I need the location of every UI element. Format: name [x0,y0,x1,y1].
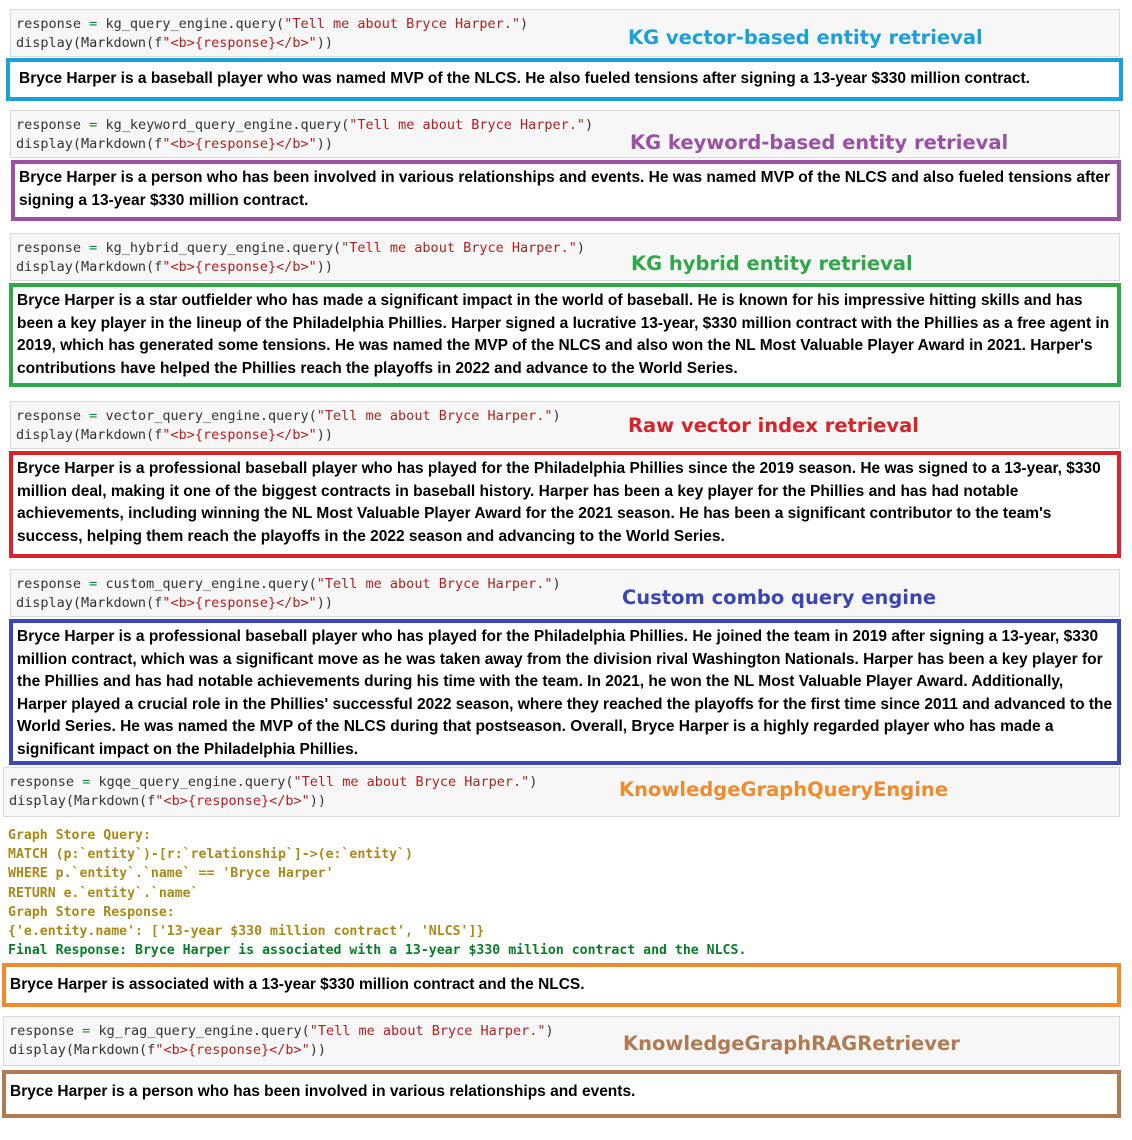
code-call: custom_query_engine.query( [105,576,317,592]
code-string: "Tell me about Bryce Harper." [316,408,553,424]
code-close2: )) [309,1042,327,1058]
response-box [11,160,1121,221]
code-string: "Tell me about Bryce Harper." [309,1023,546,1039]
section-label: KG hybrid entity retrieval [631,252,913,275]
code-close2: )) [316,136,334,152]
code-string: "Tell me about Bryce Harper." [341,240,577,256]
code-var: response [16,240,82,256]
code-close2: )) [316,259,334,275]
code-close: ) [576,240,585,256]
code-var: response [16,408,82,424]
code-close: ) [552,576,561,592]
code-operator: = [89,117,98,133]
code-var: response [16,576,82,592]
code-close: ) [519,16,529,32]
log-line: RETURN e.`entity`.`name` [8,885,199,901]
code-call: kg_rag_query_engine.query( [98,1023,310,1039]
log-line: Graph Store Response: [8,904,175,920]
execution-log [8,826,1118,960]
code-string: "Tell me about Bryce Harper." [293,774,530,790]
response-text: Bryce Harper is a professional baseball player who has played for the Philadelphia Phillies. He joined the team in 2019 after signing a 13-year, $330 million contract, which was a significant move as he was taken away from the division rival Washington Nationals. Harper has been a key player for the Phillies and has had notable achievements during his time with the team. In 2021, he won the NL Most Valuable Player Award. Additionally, Harper played a crucial role in the Phillies' successful 2022 season, where they reached the playoffs for the first time since 2011 and advanced to the World Series. He was named the MVP of the NLCS during that postseason. Overall, Bryce Harper is a highly regarded player who has made a significant impact on the Philadelphia Phillies. [17,628,1113,758]
section-label: KG vector-based entity retrieval [628,26,983,49]
response-box [2,963,1121,1007]
code-call: vector_query_engine.query( [105,408,317,424]
log-line: WHERE p.`entity`.`name` == 'Bryce Harper' [8,866,334,882]
code-operator: = [82,1023,91,1039]
code-display: display(Markdown(f [16,35,163,51]
code-string: "Tell me about Bryce Harper." [349,117,585,133]
code-operator: = [89,16,98,32]
code-display: display(Markdown(f [16,259,163,275]
response-box [9,283,1121,387]
code-fstring: "<b>{response}</b>" [162,35,317,51]
code-close2: )) [316,427,334,443]
section-label: KnowledgeGraphRAGRetriever [623,1032,960,1055]
section-label: Custom combo query engine [622,586,937,609]
code-display: display(Markdown(f [16,595,163,611]
log-line: {'e.entity.name': ['13-year $330 million contract', 'NLCS']} [8,924,485,940]
code-close2: )) [316,35,334,51]
response-text: Bryce Harper is associated with a 13-year $330 million contract and the NLCS. [10,976,585,993]
code-fstring: "<b>{response}</b>" [155,1042,310,1058]
code-call: kgqe_query_engine.query( [98,774,294,790]
code-var: response [16,117,82,133]
response-box [9,619,1121,765]
code-cell[interactable] [3,767,1120,817]
code-operator: = [82,774,91,790]
code-close: ) [585,117,594,133]
code-fstring: "<b>{response}</b>" [162,259,317,275]
code-call: kg_keyword_query_engine.query( [105,117,350,133]
code-operator: = [89,240,98,256]
code-cell[interactable] [10,569,1120,617]
code-close: ) [529,774,538,790]
code-var: response [9,774,75,790]
log-line: Graph Store Query: [8,828,151,843]
response-box [9,451,1121,558]
code-close: ) [552,408,561,424]
response-box [6,58,1123,101]
section-label: Raw vector index retrieval [628,414,919,437]
code-display: display(Markdown(f [16,427,163,443]
response-box [2,1070,1121,1118]
response-text: Bryce Harper is a person who has been involved in various relationships and events. He was named MVP of the NLCS and also fueled tensions after signing a 13-year $330 million contract. [19,169,1111,209]
code-call: kg_hybrid_query_engine.query( [105,240,342,256]
code-fstring: "<b>{response}</b>" [162,595,317,611]
code-close2: )) [316,595,334,611]
log-final-response: Final Response: Bryce Harper is associated with a 13-year $330 million contract and the NLCS. [8,943,747,959]
code-operator: = [89,408,98,424]
response-text: Bryce Harper is a person who has been involved in various relationships and events. [10,1083,636,1100]
code-operator: = [89,576,98,592]
code-var: response [16,16,82,32]
code-cell[interactable] [10,401,1120,449]
log-line: MATCH (p:`entity`)-[r:`relationship`]->(e:`entity`) [8,847,413,863]
code-string: "Tell me about Bryce Harper." [316,576,553,592]
code-cell[interactable] [10,233,1120,281]
response-text: Bryce Harper is a star outfielder who has made a significant impact in the world of baseball. He is known for his impressive hitting skills and has been a key player in the lineup of the Philadelphia Phillies. Harper signed a lucrative 13-year, $330 million contract with the Phillies as a free agent in 2019, which has generated some tensions. He was named the MVP of the NLCS and also won the NL Most Valuable Player Award in 2021. Harper's contributions have helped the Phillies reach the playoffs in 2022 and advance to the World Series. [17,292,1110,377]
section-label: KnowledgeGraphQueryEngine [619,778,949,801]
code-fstring: "<b>{response}</b>" [155,793,310,809]
response-text: Bryce Harper is a professional baseball player who has played for the Philadelphia Phillies since the 2019 season. He was signed to a 13-year, $330 million deal, making it one of the biggest contracts in baseball history. Harper has been a key player for the Phillies and has had notable achievements, including winning the NL Most Valuable Player Award for the 2021 season. He has been a significant contributor to the team's success, helping them reach the playoffs in the 2022 season and advancing to the World Series. [17,460,1101,545]
code-string: "Tell me about Bryce Harper." [284,16,520,32]
code-display: display(Markdown(f [9,1042,156,1058]
code-close: ) [545,1023,554,1039]
code-display: display(Markdown(f [9,793,156,809]
code-var: response [9,1023,75,1039]
code-call: kg_query_engine.query( [105,16,285,32]
response-text: Bryce Harper is a baseball player who was named MVP of the NLCS. He also fueled tensions after signing a 13-year $330 million contract. [19,70,1030,87]
code-fstring: "<b>{response}</b>" [162,136,317,152]
code-fstring: "<b>{response}</b>" [162,427,317,443]
section-label: KG keyword-based entity retrieval [630,131,1009,154]
code-close2: )) [309,793,327,809]
code-display: display(Markdown(f [16,136,163,152]
